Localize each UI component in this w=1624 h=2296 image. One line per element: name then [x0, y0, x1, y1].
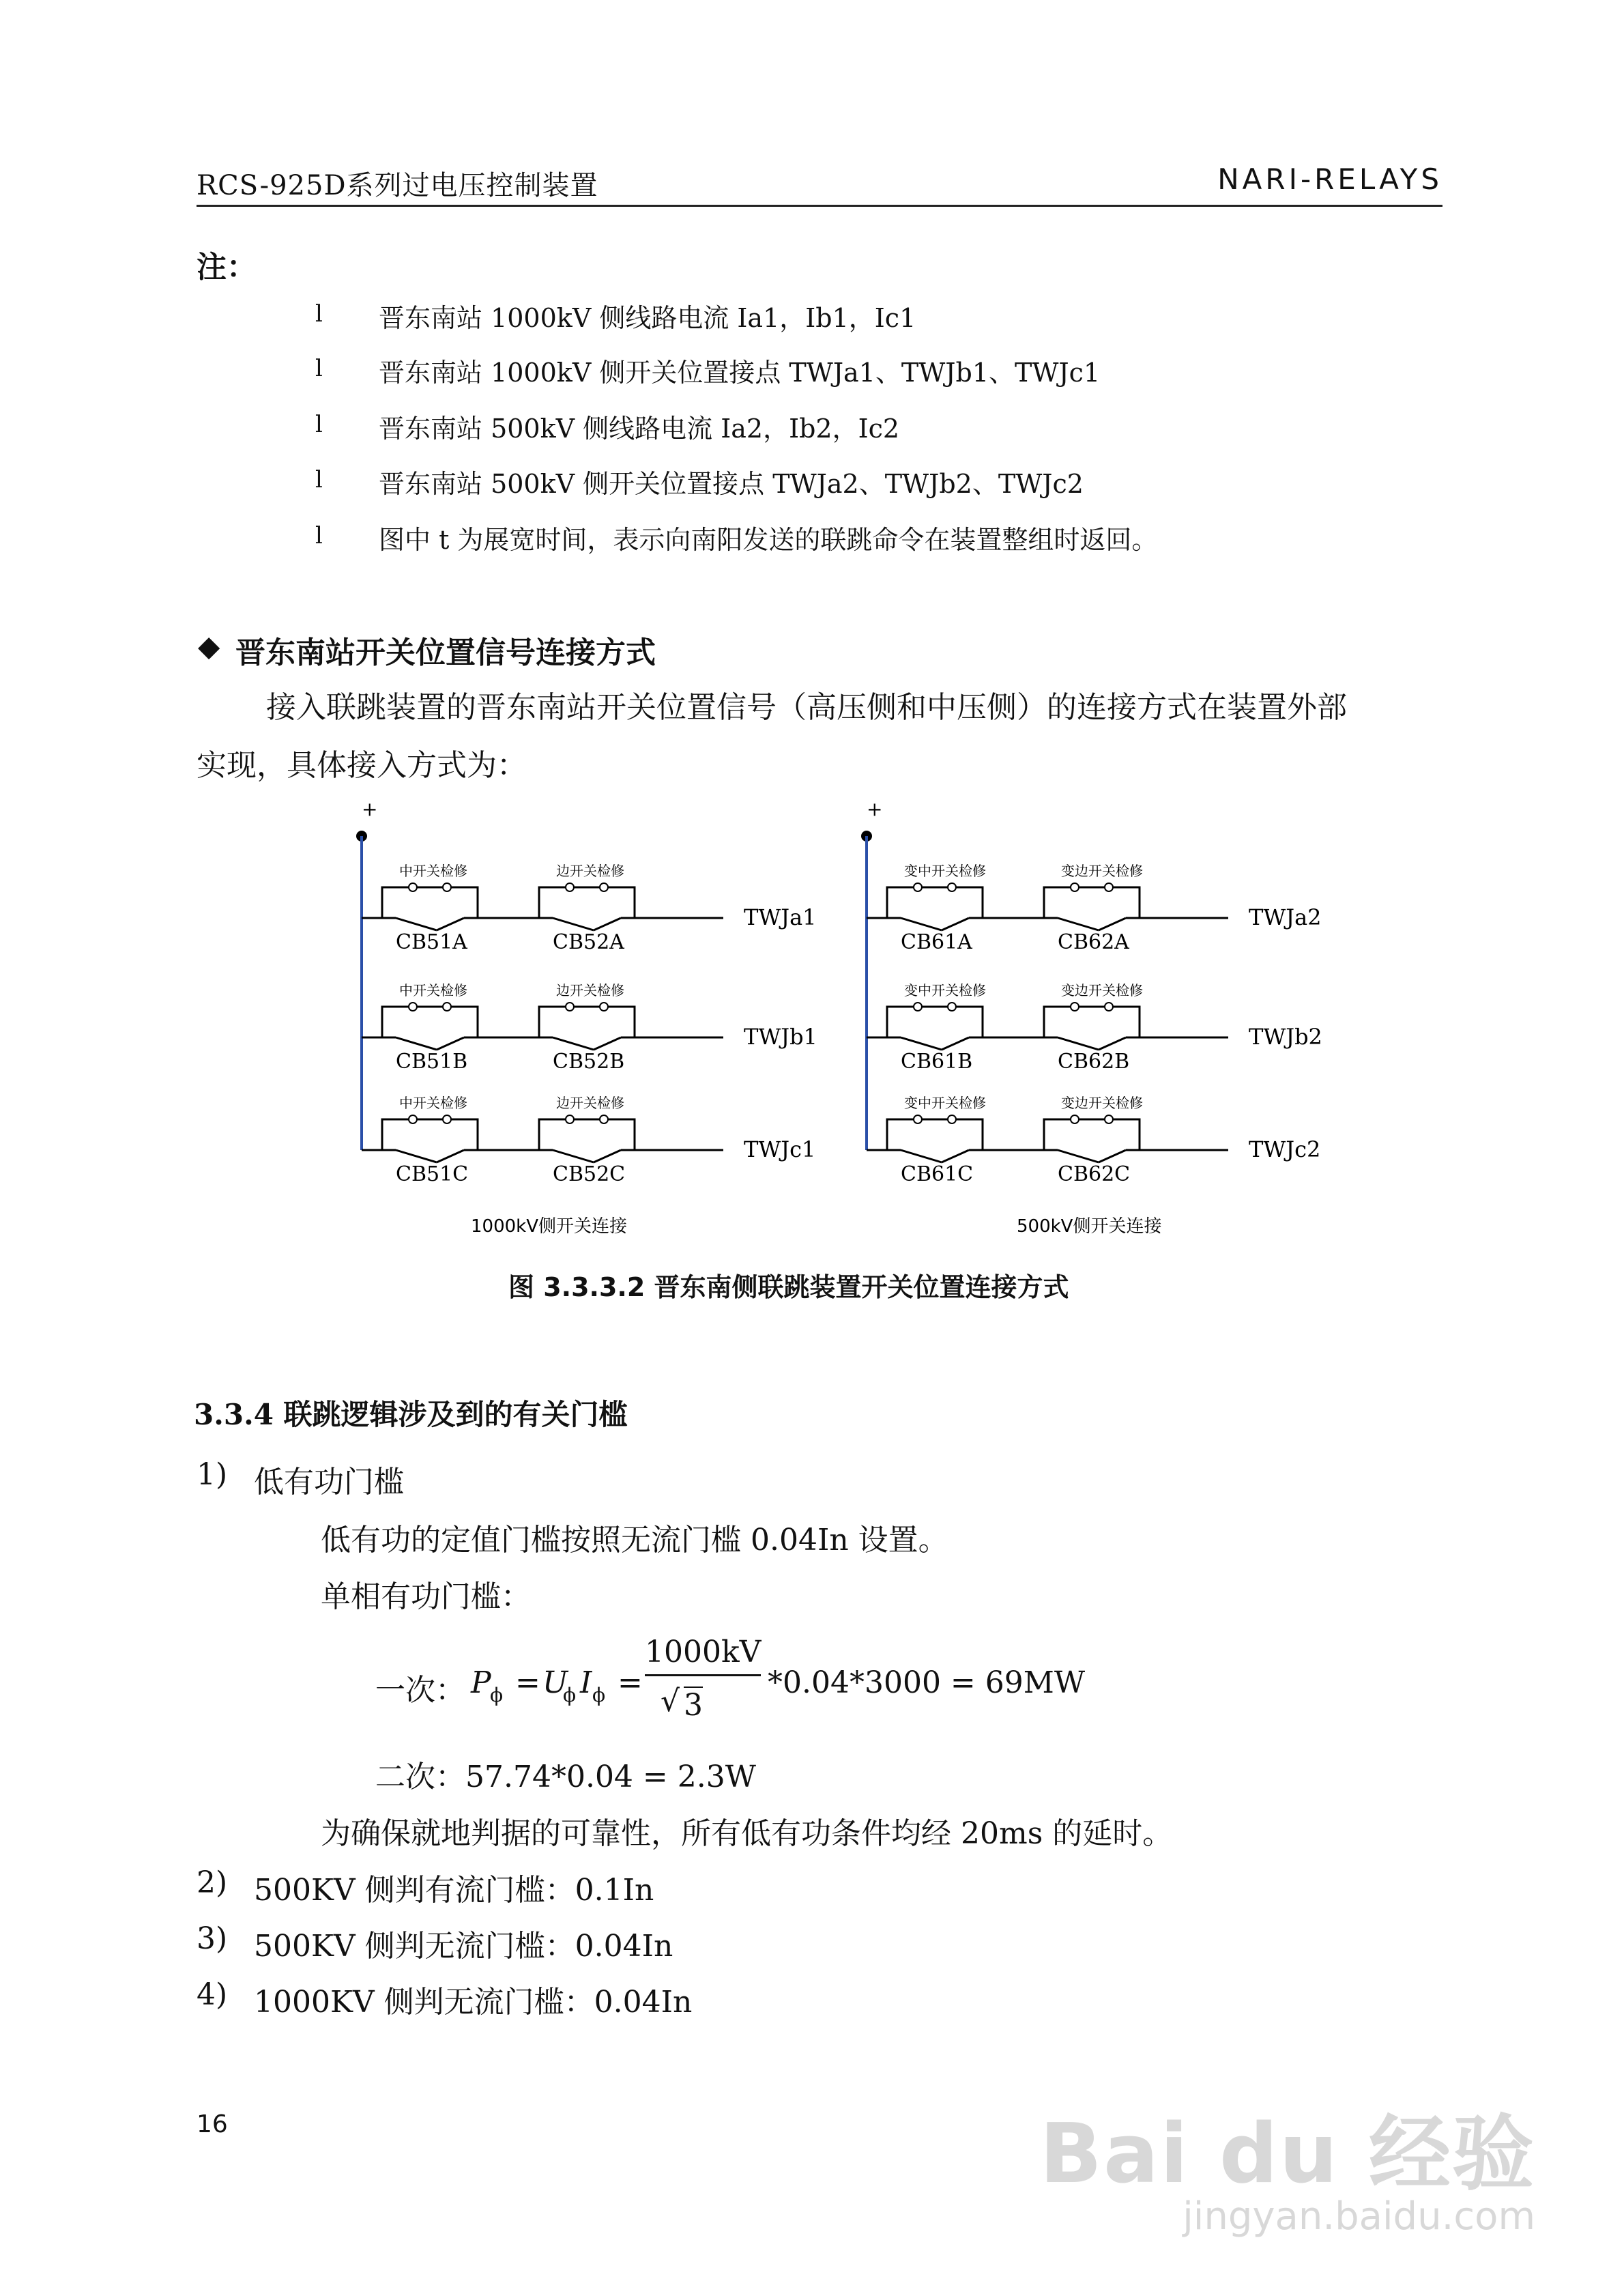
formula-sub: ϕ — [592, 1684, 606, 1706]
bypass-contact-terminal — [600, 883, 608, 891]
maintenance-contact-label: 边开关检修 — [556, 863, 624, 879]
delay-note: 为确保就地判据的可靠性，所有低有功条件均经 20ms 的延时。 — [321, 1816, 1173, 1851]
formula-equals: = — [618, 1665, 643, 1700]
list-item-text: 500KV 侧判无流门槛：0.04In — [254, 1929, 673, 1964]
diagram-right-title: 500kV侧开关连接 — [1017, 1216, 1162, 1237]
contact-switch — [382, 982, 478, 1074]
bypass-contact-terminal — [914, 883, 922, 891]
bullet-marker: l — [315, 300, 323, 328]
bypass-contact-terminal — [1071, 1003, 1079, 1011]
maintenance-contact-label: 中开关检修 — [399, 863, 467, 879]
breaker-gap — [901, 1147, 969, 1153]
breaker-name: CB52C — [553, 1162, 626, 1186]
page-number: 16 — [197, 2110, 228, 2138]
bypass-contact-wire — [539, 1007, 635, 1037]
list-item-text: 1000KV 侧判无流门槛：0.04In — [254, 1985, 693, 2020]
bypass-contact-wire — [887, 1007, 983, 1037]
note-item: 晋东南站 500kV 侧线路电流 Ia2，Ib2，Ic2 — [379, 414, 900, 444]
circuit-row — [362, 1095, 815, 1186]
bypass-contact-terminal — [443, 1003, 451, 1011]
bypass-contact-wire — [1044, 887, 1140, 918]
contact-switch — [382, 1095, 478, 1186]
header-divider — [197, 205, 1442, 207]
header-document-title: RCS-925D系列过电压控制装置 — [197, 170, 598, 201]
formula-sub: ϕ — [563, 1684, 577, 1706]
bullet-marker: l — [315, 522, 323, 549]
twj-output-label: TWJb2 — [1249, 1024, 1322, 1050]
formula-u: U — [542, 1665, 568, 1700]
note-item: 晋东南站 1000kV 侧开关位置接点 TWJa1、TWJb1、TWJc1 — [379, 358, 1101, 388]
breaker-gap — [1058, 1035, 1126, 1040]
note-item: 晋东南站 500kV 侧开关位置接点 TWJa2、TWJb2、TWJc2 — [379, 469, 1084, 499]
bypass-contact-wire — [1044, 1007, 1140, 1037]
circuit-row — [867, 982, 1322, 1074]
breaker-gap — [1058, 915, 1126, 921]
breaker-name: CB62B — [1058, 1050, 1130, 1074]
bypass-contact-terminal — [1071, 1115, 1079, 1123]
maintenance-contact-label: 中开关检修 — [399, 982, 467, 999]
twj-output-label: TWJa1 — [744, 904, 817, 930]
contact-switch — [887, 863, 986, 954]
contact-switch — [539, 982, 635, 1074]
maintenance-contact-label: 变边开关检修 — [1061, 982, 1143, 999]
breaker-name: CB51B — [396, 1050, 468, 1074]
breaker-gap — [553, 915, 621, 921]
breaker-name: CB62C — [1058, 1162, 1131, 1186]
maintenance-contact-label: 变中开关检修 — [904, 982, 986, 999]
maintenance-contact-label: 变中开关检修 — [904, 1095, 986, 1111]
maintenance-contact-label: 边开关检修 — [556, 982, 624, 999]
twj-output-label: TWJa2 — [1249, 904, 1322, 930]
section-paragraph-line1: 接入联跳装置的晋东南站开关位置信号（高压侧和中压侧）的连接方式在装置外部 — [266, 690, 1347, 725]
breaker-name: CB51C — [396, 1162, 469, 1186]
contact-switch — [539, 1095, 635, 1186]
diamond-bullet-icon: ◆ — [198, 629, 220, 663]
formula-i: I — [580, 1665, 592, 1700]
twj-output-label: TWJb1 — [744, 1024, 817, 1050]
bypass-contact-terminal — [566, 883, 574, 891]
circuit-row — [362, 982, 817, 1074]
sqrt-sign: √ — [661, 1684, 680, 1719]
bypass-contact-terminal — [948, 883, 956, 891]
breaker-name: CB61B — [901, 1050, 973, 1074]
bypass-contact-terminal — [1105, 1115, 1113, 1123]
maintenance-contact-label: 变中开关检修 — [904, 863, 986, 879]
bypass-contact-terminal — [566, 1115, 574, 1123]
bypass-contact-terminal — [409, 883, 417, 891]
subsection-heading: 3.3.4 联跳逻辑涉及到的有关门槛 — [194, 1398, 628, 1431]
baidu-watermark-logo: Bai du 经验 — [1039, 2107, 1535, 2202]
bullet-marker: l — [315, 355, 323, 382]
list-item-text: 500KV 侧判有流门槛：0.1In — [254, 1873, 654, 1908]
bypass-contact-terminal — [443, 1115, 451, 1123]
diagram-group-1000kv — [356, 798, 817, 1237]
bypass-contact-terminal — [409, 1115, 417, 1123]
diagram-group-500kv — [861, 798, 1322, 1237]
list-number: 3) — [197, 1921, 228, 1956]
fraction-bar — [645, 1674, 761, 1676]
formula-numerator: 1000kV — [645, 1635, 762, 1669]
breaker-name: CB52B — [553, 1050, 625, 1074]
maintenance-contact-label: 变边开关检修 — [1061, 863, 1143, 879]
figure-caption: 图 3.3.3.2 晋东南侧联跳装置开关位置连接方式 — [508, 1272, 1069, 1302]
circuit-row — [867, 1095, 1320, 1186]
bypass-contact-wire — [382, 1119, 478, 1150]
circuit-row — [867, 863, 1322, 954]
maintenance-contact-label: 边开关检修 — [556, 1095, 624, 1111]
section-paragraph-line2: 实现，具体接入方式为： — [197, 748, 527, 783]
bypass-contact-wire — [539, 1119, 635, 1150]
breaker-name: CB61A — [901, 930, 972, 954]
plus-terminal-label: + — [362, 798, 378, 820]
contact-switch — [1044, 863, 1143, 954]
circuit-row — [362, 863, 817, 954]
contact-switch — [1044, 1095, 1143, 1186]
bypass-contact-terminal — [1071, 883, 1079, 891]
breaker-name: CB52A — [553, 930, 624, 954]
contact-switch — [382, 863, 478, 954]
twj-output-label: TWJc1 — [744, 1136, 816, 1162]
bypass-contact-wire — [1044, 1119, 1140, 1150]
bypass-contact-terminal — [600, 1115, 608, 1123]
note-item: 晋东南站 1000kV 侧线路电流 Ia1，Ib1，Ic1 — [379, 303, 916, 333]
breaker-gap — [396, 1147, 464, 1153]
list-number: 1) — [197, 1457, 228, 1492]
maintenance-contact-label: 变边开关检修 — [1061, 1095, 1143, 1111]
list-number: 4) — [197, 1977, 228, 2012]
bypass-contact-wire — [382, 887, 478, 918]
bypass-contact-terminal — [600, 1003, 608, 1011]
formula-rest: *0.04*3000 = 69MW — [768, 1665, 1086, 1700]
breaker-name: CB61C — [901, 1162, 974, 1186]
formula-p: P — [471, 1665, 491, 1700]
breaker-gap — [553, 1147, 621, 1153]
header-brand: NARI-RELAYS — [1217, 162, 1442, 196]
bypass-contact-terminal — [443, 883, 451, 891]
contact-switch — [887, 1095, 986, 1186]
list-item-title: 低有功门槛 — [254, 1465, 404, 1499]
formula-equals: = — [515, 1665, 540, 1700]
breaker-name: CB62A — [1058, 930, 1129, 954]
breaker-gap — [396, 915, 464, 921]
note-item: 图中 t 为展宽时间，表示向南阳发送的联跳命令在装置整组时返回。 — [379, 525, 1158, 555]
breaker-gap — [553, 1035, 621, 1040]
switch-connection-diagram — [321, 795, 1322, 1259]
breaker-gap — [901, 1035, 969, 1040]
bullet-marker: l — [315, 466, 323, 493]
formula-sub: ϕ — [490, 1684, 504, 1706]
section-heading: 晋东南站开关位置信号连接方式 — [235, 635, 656, 670]
bypass-contact-terminal — [566, 1003, 574, 1011]
contact-switch — [1044, 982, 1143, 1074]
bypass-contact-terminal — [914, 1115, 922, 1123]
bypass-contact-terminal — [948, 1003, 956, 1011]
formula-denominator: 3 — [684, 1688, 703, 1723]
bypass-contact-terminal — [914, 1003, 922, 1011]
breaker-gap — [396, 1035, 464, 1040]
bypass-contact-wire — [382, 1007, 478, 1037]
bypass-contact-terminal — [1105, 883, 1113, 891]
maintenance-contact-label: 中开关检修 — [399, 1095, 467, 1111]
bypass-contact-terminal — [409, 1003, 417, 1011]
bullet-marker: l — [315, 411, 323, 438]
power-formula — [375, 1635, 1126, 1737]
bypass-contact-terminal — [948, 1115, 956, 1123]
single-phase-label: 单相有功门槛： — [321, 1579, 531, 1614]
threshold-description: 低有功的定值门槛按照无流门槛 0.04In 设置。 — [321, 1523, 948, 1558]
list-number: 2) — [197, 1865, 228, 1900]
diagram-left-title: 1000kV侧开关连接 — [471, 1216, 628, 1237]
contact-switch — [539, 863, 635, 954]
bypass-contact-wire — [539, 887, 635, 918]
secondary-value: 二次：57.74*0.04 = 2.3W — [375, 1760, 756, 1794]
bypass-contact-wire — [887, 1119, 983, 1150]
contact-switch — [887, 982, 986, 1074]
baidu-watermark-url: jingyan.baidu.com — [1183, 2194, 1535, 2239]
bypass-contact-terminal — [1105, 1003, 1113, 1011]
breaker-gap — [1058, 1147, 1126, 1153]
plus-terminal-label: + — [867, 798, 883, 820]
twj-output-label: TWJc2 — [1249, 1136, 1321, 1162]
bypass-contact-wire — [887, 887, 983, 918]
breaker-gap — [901, 915, 969, 921]
breaker-name: CB51A — [396, 930, 467, 954]
notes-title: 注： — [197, 250, 257, 285]
formula-prefix: 一次： — [375, 1673, 465, 1708]
